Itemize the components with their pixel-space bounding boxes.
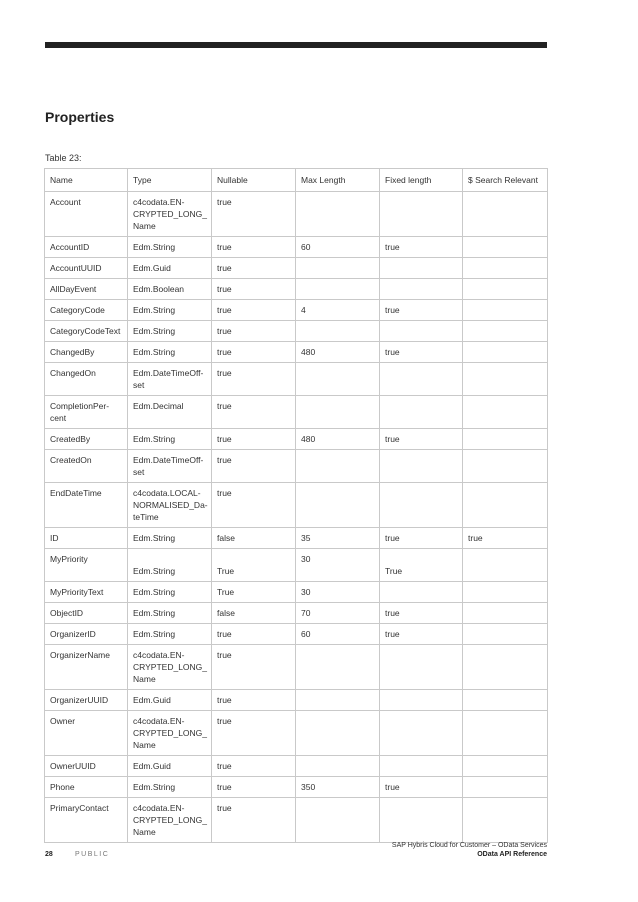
cell-name: ChangedOn xyxy=(45,363,128,396)
cell-fixed-length xyxy=(380,711,463,756)
cell-search-relevant xyxy=(463,711,548,756)
header-rule xyxy=(45,42,547,48)
cell-name: ID xyxy=(45,528,128,549)
cell-fixed-length: true xyxy=(380,624,463,645)
cell-max-length xyxy=(296,321,380,342)
cell-fixed-length xyxy=(380,450,463,483)
cell-nullable: true xyxy=(212,711,296,756)
cell-max-length: 480 xyxy=(296,342,380,363)
cell-type: c4codata.EN- CRYPTED_LONG_ Name xyxy=(128,192,212,237)
cell-max-length: 35 xyxy=(296,528,380,549)
table-header-row xyxy=(45,169,548,192)
column-header-type: Type xyxy=(128,169,212,192)
cell-search-relevant xyxy=(463,483,548,528)
cell-fixed-length: true xyxy=(380,603,463,624)
cell-max-length: 350 xyxy=(296,777,380,798)
cell-max-length xyxy=(296,798,380,843)
cell-fixed-length xyxy=(380,363,463,396)
cell-type: Edm.String xyxy=(128,582,212,603)
cell-name: CreatedOn xyxy=(45,450,128,483)
cell-max-length xyxy=(296,756,380,777)
properties-table xyxy=(44,168,548,843)
table-row xyxy=(45,690,548,711)
cell-type: Edm.Guid xyxy=(128,756,212,777)
cell-name: AllDayEvent xyxy=(45,279,128,300)
table-row xyxy=(45,756,548,777)
cell-name: MyPriority xyxy=(45,549,128,582)
cell-nullable: true xyxy=(212,777,296,798)
cell-type: Edm.String xyxy=(128,528,212,549)
cell-max-length: 30 xyxy=(296,549,380,582)
cell-type: Edm.String xyxy=(128,300,212,321)
table-row xyxy=(45,429,548,450)
cell-nullable: True xyxy=(212,549,296,582)
cell-nullable: True xyxy=(212,582,296,603)
table-row xyxy=(45,192,548,237)
cell-nullable: true xyxy=(212,798,296,843)
table-row xyxy=(45,300,548,321)
cell-type: Edm.String xyxy=(128,429,212,450)
cell-type: c4codata.LOCAL- NORMALISED_Da- teTime xyxy=(128,483,212,528)
cell-type: Edm.String xyxy=(128,237,212,258)
table-body xyxy=(45,192,548,843)
table-row xyxy=(45,582,548,603)
cell-name: OrganizerID xyxy=(45,624,128,645)
table-row xyxy=(45,279,548,300)
cell-name: CompletionPer- cent xyxy=(45,396,128,429)
cell-name: OrganizerUUID xyxy=(45,690,128,711)
cell-search-relevant xyxy=(463,279,548,300)
cell-type: Edm.Guid xyxy=(128,258,212,279)
page-number: 28 xyxy=(45,851,53,858)
cell-nullable: true xyxy=(212,396,296,429)
cell-name: Owner xyxy=(45,711,128,756)
cell-type: Edm.DateTimeOff- set xyxy=(128,363,212,396)
cell-nullable: true xyxy=(212,429,296,450)
cell-max-length xyxy=(296,690,380,711)
cell-name: AccountUUID xyxy=(45,258,128,279)
cell-type: c4codata.EN- CRYPTED_LONG_ Name xyxy=(128,645,212,690)
table-row xyxy=(45,363,548,396)
table-row xyxy=(45,321,548,342)
section-title: Properties xyxy=(45,109,115,125)
cell-fixed-length: true xyxy=(380,237,463,258)
cell-fixed-length xyxy=(380,756,463,777)
cell-search-relevant xyxy=(463,396,548,429)
table-caption: Table 23: xyxy=(45,153,82,163)
cell-search-relevant xyxy=(463,603,548,624)
cell-max-length xyxy=(296,396,380,429)
cell-fixed-length xyxy=(380,483,463,528)
cell-search-relevant: true xyxy=(463,528,548,549)
cell-max-length xyxy=(296,258,380,279)
cell-search-relevant xyxy=(463,624,548,645)
cell-fixed-length: true xyxy=(380,300,463,321)
column-header-max-length: Max Length xyxy=(296,169,380,192)
table-row xyxy=(45,528,548,549)
cell-max-length: 60 xyxy=(296,237,380,258)
cell-type: Edm.String xyxy=(128,549,212,582)
cell-fixed-length: true xyxy=(380,777,463,798)
cell-search-relevant xyxy=(463,582,548,603)
cell-max-length xyxy=(296,192,380,237)
cell-fixed-length xyxy=(380,582,463,603)
cell-nullable: true xyxy=(212,483,296,528)
cell-search-relevant xyxy=(463,777,548,798)
table-row xyxy=(45,711,548,756)
cell-fixed-length xyxy=(380,645,463,690)
cell-nullable: true xyxy=(212,192,296,237)
cell-type: Edm.String xyxy=(128,624,212,645)
column-header-fixed-length: Fixed length xyxy=(380,169,463,192)
cell-name: CreatedBy xyxy=(45,429,128,450)
cell-name: AccountID xyxy=(45,237,128,258)
cell-name: MyPriorityText xyxy=(45,582,128,603)
table-row xyxy=(45,258,548,279)
table-row xyxy=(45,798,548,843)
table-row xyxy=(45,237,548,258)
cell-nullable: true xyxy=(212,258,296,279)
cell-name: Phone xyxy=(45,777,128,798)
cell-nullable: true xyxy=(212,624,296,645)
cell-fixed-length: true xyxy=(380,342,463,363)
cell-nullable: true xyxy=(212,363,296,396)
cell-max-length: 4 xyxy=(296,300,380,321)
cell-max-length: 70 xyxy=(296,603,380,624)
cell-nullable: true xyxy=(212,321,296,342)
cell-fixed-length xyxy=(380,798,463,843)
cell-max-length xyxy=(296,711,380,756)
column-header-nullable: Nullable xyxy=(212,169,296,192)
cell-name: PrimaryContact xyxy=(45,798,128,843)
cell-fixed-length xyxy=(380,192,463,237)
cell-max-length xyxy=(296,483,380,528)
table-row xyxy=(45,342,548,363)
cell-nullable: true xyxy=(212,756,296,777)
cell-name: EndDateTime xyxy=(45,483,128,528)
cell-search-relevant xyxy=(463,258,548,279)
cell-max-length: 30 xyxy=(296,582,380,603)
table-row xyxy=(45,396,548,429)
cell-fixed-length: true xyxy=(380,429,463,450)
cell-max-length: 60 xyxy=(296,624,380,645)
cell-max-length xyxy=(296,645,380,690)
cell-type: Edm.String xyxy=(128,342,212,363)
table-row xyxy=(45,483,548,528)
cell-name: CategoryCode xyxy=(45,300,128,321)
cell-type: Edm.DateTimeOff- set xyxy=(128,450,212,483)
cell-nullable: true xyxy=(212,690,296,711)
table-row xyxy=(45,603,548,624)
cell-search-relevant xyxy=(463,798,548,843)
table-row xyxy=(45,645,548,690)
table-row xyxy=(45,777,548,798)
cell-type: Edm.String xyxy=(128,321,212,342)
cell-max-length xyxy=(296,363,380,396)
cell-search-relevant xyxy=(463,363,548,396)
cell-fixed-length xyxy=(380,396,463,429)
cell-nullable: true xyxy=(212,279,296,300)
cell-nullable: true xyxy=(212,450,296,483)
cell-name: ObjectID xyxy=(45,603,128,624)
classification-label: PUBLIC xyxy=(75,851,110,858)
cell-fixed-length xyxy=(380,690,463,711)
cell-max-length xyxy=(296,279,380,300)
cell-search-relevant xyxy=(463,300,548,321)
cell-nullable: true xyxy=(212,645,296,690)
cell-search-relevant xyxy=(463,756,548,777)
cell-search-relevant xyxy=(463,237,548,258)
cell-name: Account xyxy=(45,192,128,237)
cell-search-relevant xyxy=(463,192,548,237)
cell-search-relevant xyxy=(463,645,548,690)
cell-name: CategoryCodeText xyxy=(45,321,128,342)
table-row xyxy=(45,624,548,645)
cell-fixed-length xyxy=(380,321,463,342)
cell-type: Edm.Decimal xyxy=(128,396,212,429)
cell-fixed-length: true xyxy=(380,528,463,549)
cell-fixed-length: True xyxy=(380,549,463,582)
cell-search-relevant xyxy=(463,342,548,363)
cell-nullable: true xyxy=(212,300,296,321)
cell-type: c4codata.EN- CRYPTED_LONG_ Name xyxy=(128,711,212,756)
cell-type: Edm.String xyxy=(128,603,212,624)
cell-name: ChangedBy xyxy=(45,342,128,363)
table-row xyxy=(45,549,548,582)
cell-type: Edm.String xyxy=(128,777,212,798)
cell-nullable: false xyxy=(212,528,296,549)
cell-search-relevant xyxy=(463,690,548,711)
cell-search-relevant xyxy=(463,549,548,582)
cell-max-length xyxy=(296,450,380,483)
cell-fixed-length xyxy=(380,279,463,300)
document-subtitle: OData API Reference xyxy=(477,851,547,858)
cell-name: OrganizerName xyxy=(45,645,128,690)
cell-search-relevant xyxy=(463,429,548,450)
cell-search-relevant xyxy=(463,321,548,342)
column-header-name: Name xyxy=(45,169,128,192)
cell-nullable: false xyxy=(212,603,296,624)
cell-name: OwnerUUID xyxy=(45,756,128,777)
cell-type: Edm.Boolean xyxy=(128,279,212,300)
cell-fixed-length xyxy=(380,258,463,279)
cell-search-relevant xyxy=(463,450,548,483)
cell-type: Edm.Guid xyxy=(128,690,212,711)
cell-nullable: true xyxy=(212,237,296,258)
table-row xyxy=(45,450,548,483)
cell-type: c4codata.EN- CRYPTED_LONG_ Name xyxy=(128,798,212,843)
cell-nullable: true xyxy=(212,342,296,363)
column-header-search-relevant: $ Search Relevant xyxy=(463,169,548,192)
document-title: SAP Hybris Cloud for Customer – OData Services xyxy=(391,842,547,849)
cell-max-length: 480 xyxy=(296,429,380,450)
